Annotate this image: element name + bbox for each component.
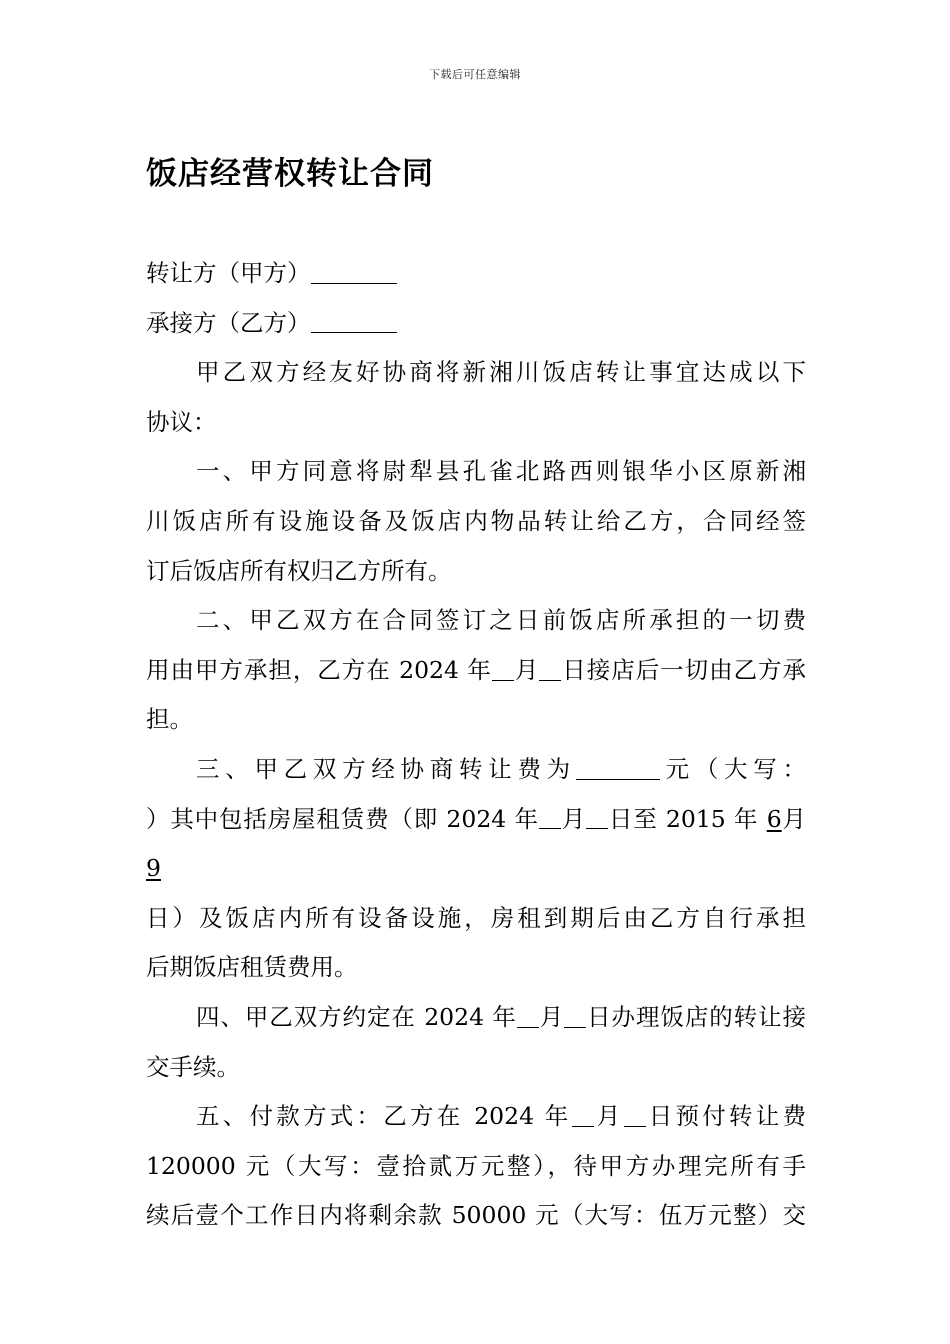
day-blank xyxy=(564,1002,586,1028)
clause-2-text-c: 日接店后一切由乙方承 xyxy=(561,655,807,684)
party-b-blank xyxy=(311,308,397,334)
clause-2-line-3: 担。 xyxy=(146,705,193,734)
fee-blank xyxy=(576,754,660,780)
intro-line-2: 协议： xyxy=(146,407,217,436)
clause-3-line-2 xyxy=(146,795,806,894)
clause-5-line-1 xyxy=(146,1092,806,1142)
clause-3-text-d: 月 xyxy=(560,804,587,833)
clause-3-line-3: 日）及饭店内所有设备设施，房租到期后由乙方自行承担 xyxy=(146,903,806,932)
clause-1-line-1: 一、甲方同意将尉犁县孔雀北路西则银华小区原新湘 xyxy=(196,457,806,486)
party-b-line xyxy=(146,299,806,349)
clause-3-text-a: 三、甲乙双方经协商转让费为 xyxy=(196,754,576,783)
clause-4-line-2: 交手续。 xyxy=(146,1052,240,1081)
header-note: 下载后可任意编辑 xyxy=(429,68,521,81)
day-blank xyxy=(539,655,561,681)
clause-1-line-2: 川饭店所有设施设备及饭店内物品转让给乙方，合同经签 xyxy=(146,506,806,535)
clause-5-text-c: 日预付转让费 xyxy=(645,1102,806,1131)
contract-body xyxy=(146,249,806,1241)
clause-3-text-b: 元（大写： xyxy=(659,754,807,783)
clause-5-line-2: 120000 元（大写：壹拾贰万元整），待甲方办理完所有手 xyxy=(146,1151,806,1180)
day-blank xyxy=(624,1101,646,1127)
month-blank xyxy=(492,655,514,681)
party-a-label: 转让方（甲方） xyxy=(146,259,311,287)
month-blank xyxy=(539,804,561,830)
clause-5-text-b: 月 xyxy=(593,1102,624,1131)
clause-3-text-e: 日至 2015 年 xyxy=(608,804,767,833)
party-b-label: 承接方（乙方） xyxy=(146,308,311,337)
document-title: 饭店经营权转让合同 xyxy=(146,156,434,192)
end-day-value: 9 xyxy=(146,854,161,883)
clause-1-line-3: 订后饭店所有权归乙方所有。 xyxy=(146,556,452,585)
clause-4-text-c: 日办理饭店的转让接 xyxy=(586,1002,807,1031)
clause-2-text-a: 用由甲方承担，乙方在 2024 年 xyxy=(146,655,492,684)
party-a-blank xyxy=(311,258,397,284)
clause-3-line-1 xyxy=(146,745,806,795)
day-blank xyxy=(586,804,608,830)
clause-5-line-3: 续后壹个工作日内将剩余款 50000 元（大写：伍万元整）交 xyxy=(146,1201,806,1230)
party-a-line xyxy=(146,249,806,299)
clause-2-text-b: 月 xyxy=(513,655,540,684)
clause-2-line-1: 二、甲乙双方在合同签订之日前饭店所承担的一切费 xyxy=(196,606,806,635)
clause-5-text-a: 五、付款方式：乙方在 2024 年 xyxy=(196,1102,572,1131)
end-month-value: 6 xyxy=(766,804,782,833)
month-blank xyxy=(572,1101,594,1127)
month-blank xyxy=(517,1002,539,1028)
clause-4-line-1 xyxy=(146,993,806,1043)
clause-3-text-c: ）其中包括房屋租赁费（即 2024 年 xyxy=(146,804,539,833)
clause-4-text-b: 月 xyxy=(538,1002,565,1031)
clause-4-text-a: 四、甲乙双方约定在 2024 年 xyxy=(196,1002,517,1031)
clause-3-line-4: 后期饭店租赁费用。 xyxy=(146,953,358,982)
clause-3-text-f: 月 xyxy=(781,804,807,833)
clause-2-line-2 xyxy=(146,646,806,696)
intro-line-1: 甲乙双方经友好协商将新湘川饭店转让事宜达成以下 xyxy=(196,358,806,387)
